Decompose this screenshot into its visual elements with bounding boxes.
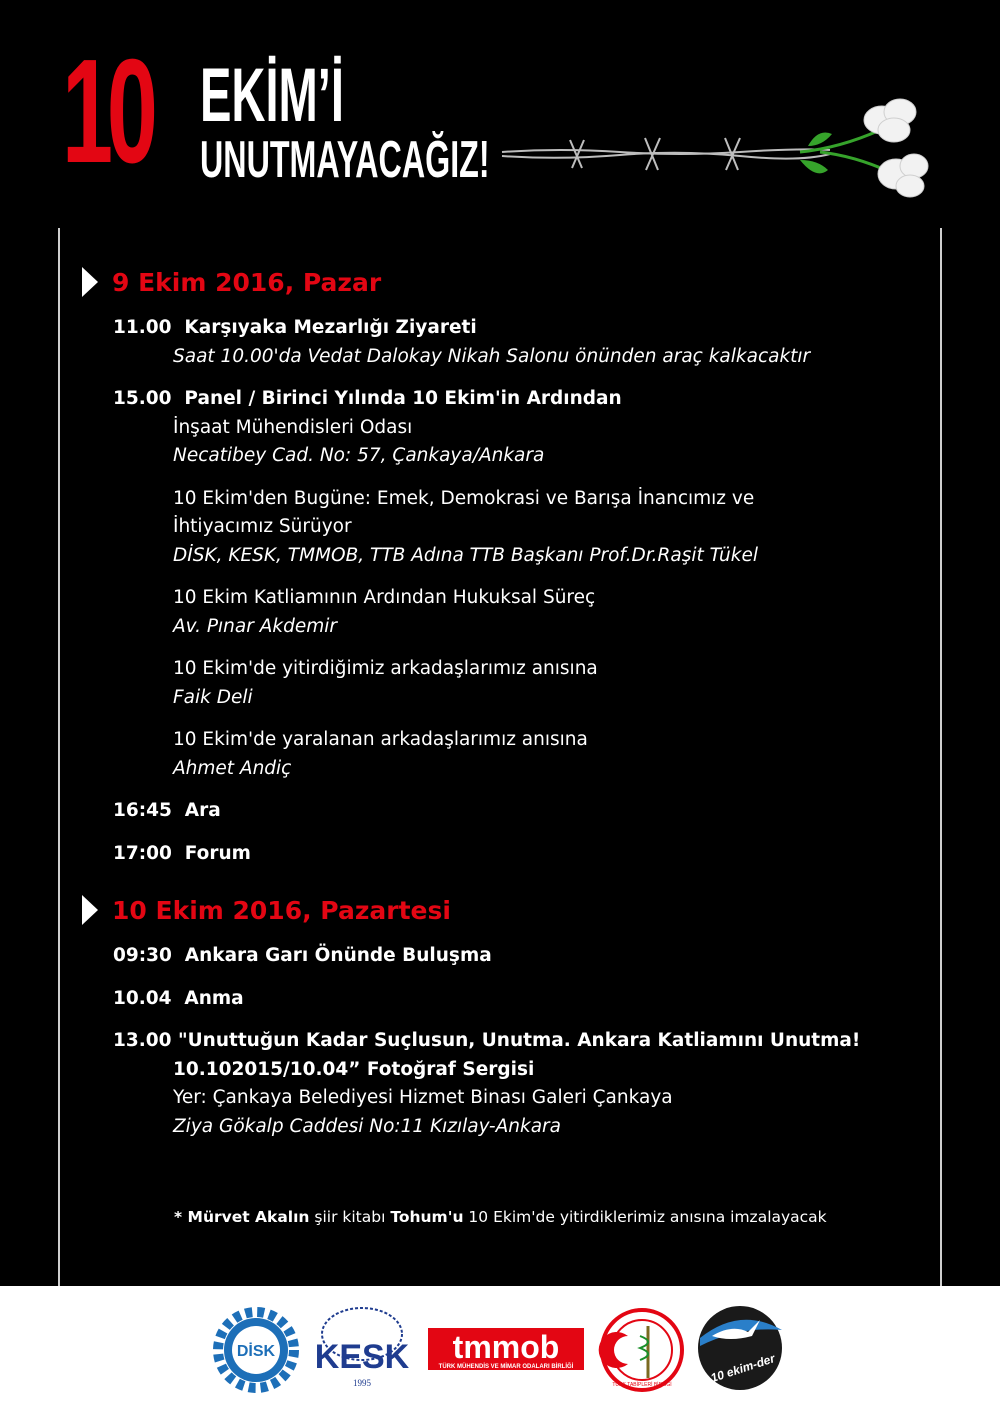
kesk-logo [315, 1308, 410, 1388]
day-header [80, 890, 930, 930]
event-time: 13.00 [113, 1030, 172, 1051]
ttb-logo-text: TÜRK TABİPLERİ BİRLİĞİ [612, 1382, 672, 1388]
event-location: Yer: Çankaya Belediyesi Hizmet Binası Galeri Çankaya [173, 1087, 673, 1108]
tmmob-logo-text: tmmob [452, 1329, 560, 1365]
footnote: * Mürvet Akalın şiir kitabı Tohum'u 10 Ekim'de yitirdiklerimiz anısına imzalayacak [174, 1208, 827, 1226]
talk-speaker: DİSK, KESK, TMMOB, TTB Adına TTB Başkanı Prof.Dr.Raşit Tükel [173, 544, 759, 566]
event-item [113, 314, 930, 371]
talk-speaker: Av. Pınar Akdemir [173, 615, 337, 637]
event-title: Ankara Garı Önünde Buluşma [184, 945, 492, 966]
play-arrow-icon [82, 267, 98, 297]
talk-speaker: Faik Deli [173, 686, 253, 708]
ttb-logo [599, 1310, 682, 1390]
event-time: 11.00 [113, 317, 172, 338]
talk-title: 10 Ekim'de yitirdiğimiz arkadaşlarımız anısına [173, 658, 598, 679]
event-time: 17:00 [113, 842, 172, 864]
event-note: Saat 10.00'da Vedat Dalokay Nikah Salonu önünden araç kalkacaktır [173, 345, 811, 367]
event-title: Panel / Birinci Yılında 10 Ekim'in Ardından [184, 388, 622, 409]
event-title: Anma [184, 987, 244, 1009]
header-title-line2: UNUTMAYACAĞIZ! [200, 131, 490, 189]
poet-name: Mürvet Akalın [187, 1208, 310, 1226]
tmmob-subtitle: TÜRK MÜHENDİS VE MİMAR ODALARI BİRLİĞİ [438, 1364, 574, 1370]
talk-title: 10 Ekim Katliamının Ardından Hukuksal Süreç [173, 587, 596, 608]
event-title: Ara [184, 800, 221, 821]
frame-right-line [940, 228, 942, 1286]
event-location: İnşaat Mühendisleri Odası [173, 416, 413, 438]
event-item [113, 1027, 930, 1141]
program [80, 262, 930, 1141]
talk-title: 10 Ekim'de yaralanan arkadaşlarımız anısına [173, 729, 588, 750]
talk-title-cont: İhtiyacımız Sürüyor [173, 516, 352, 537]
frame-left-line [58, 228, 60, 1286]
event-address: Ziya Gökalp Caddesi No:11 Kızılay-Ankara [173, 1115, 561, 1137]
header-title-line1: EKİM’İ [200, 53, 344, 138]
event-title-cont: 10.102015/10.04” Fotoğraf Sergisi [173, 1058, 535, 1080]
event-item [113, 797, 930, 826]
event-item [113, 385, 930, 783]
day-title: 9 Ekim 2016, Pazar [112, 267, 382, 297]
kesk-year: 1995 [353, 1378, 371, 1388]
talk-title: 10 Ekim'den Bugüne: Emek, Demokrasi ve Barışa İnancımız ve [173, 487, 755, 509]
ekim-der-logo [698, 1306, 782, 1390]
day-title: 10 Ekim 2016, Pazartesi [112, 895, 451, 925]
disk-logo-text: DİSK [236, 1343, 276, 1360]
book-name: Tohum'u [390, 1208, 464, 1226]
event-time: 10.04 [113, 987, 172, 1009]
event-item [113, 942, 930, 971]
event-item [113, 985, 930, 1014]
event-item [113, 840, 930, 869]
talk-speaker: Ahmet Andiç [173, 757, 292, 779]
event-time: 16:45 [113, 800, 172, 821]
event-title: Forum [184, 842, 251, 864]
kesk-logo-text: KESK [314, 1338, 410, 1376]
sponsor-footer [0, 1286, 1000, 1414]
play-arrow-icon [82, 895, 98, 925]
disk-logo [218, 1312, 294, 1388]
event-address: Necatibey Cad. No: 57, Çankaya/Ankara [173, 445, 545, 466]
tmmob-logo [428, 1328, 584, 1370]
day-header [80, 262, 930, 302]
event-title: "Unuttuğun Kadar Suçlusun, Unutma. Ankara Katliamını Unutma! [177, 1030, 861, 1051]
event-time: 09:30 [113, 945, 172, 966]
event-title: Karşıyaka Mezarlığı Ziyareti [184, 317, 477, 338]
event-time: 15.00 [113, 388, 172, 409]
header-number: 10 [62, 29, 152, 194]
barbed-wire-flower-illustration [500, 90, 940, 210]
ekim-der-logo-text: 10 ekim-der [708, 1351, 777, 1386]
